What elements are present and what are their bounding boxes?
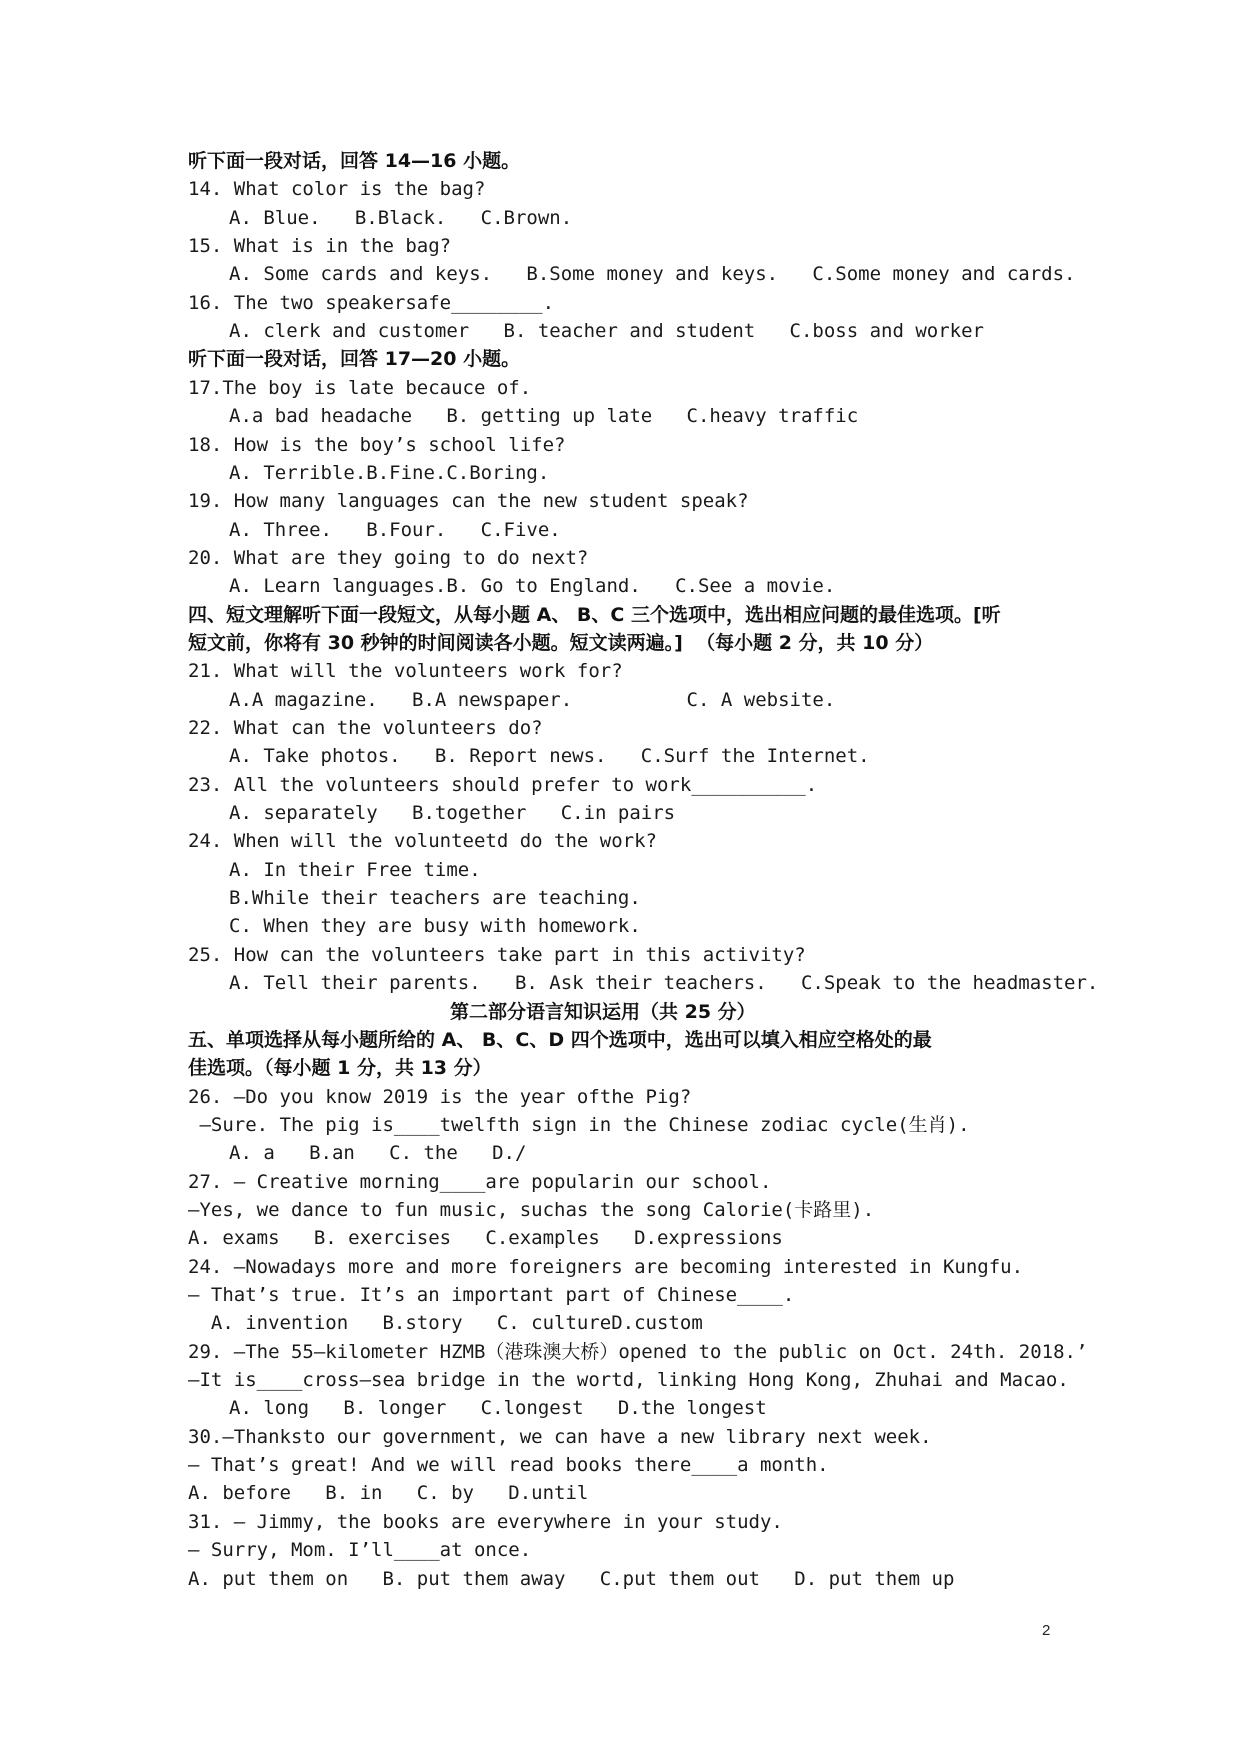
text-line: 19. How many languages can the new student speak? xyxy=(188,490,749,513)
text-line: A. Learn languages.B. Go to England. C.See a movie. xyxy=(229,575,836,598)
text-line: A. Blue. B.Black. C.Brown. xyxy=(229,206,573,229)
text-line: 23. All the volunteers should prefer to work__________. xyxy=(188,773,818,796)
section-heading: 五、单项选择从每小题所给的 A、 B、C、D 四个选项中，选出可以填入相应空格处的最 xyxy=(188,1028,932,1051)
text-line: A. In their Free time. xyxy=(229,858,481,881)
text-line: — That’s true. It’s an important part of Chinese____. xyxy=(188,1284,795,1306)
section-heading: 四、短文理解听下面一段短文，从每小题 A、 B、C 三个选项中，选出相应问题的最佳选项。[听 xyxy=(188,603,1001,626)
text-line: A. clerk and customer B. teacher and student C.boss and worker xyxy=(229,320,984,343)
text-line: 24. When will the volunteetd do the work? xyxy=(188,830,657,853)
text-line: 14. What color is the bag? xyxy=(188,178,486,201)
section-heading: 第二部分语言知识运用（共 25 分） xyxy=(450,1000,756,1023)
text-line: A. separately B.together C.in pairs xyxy=(229,802,676,825)
text-line: — That’s great! And we will read books there____a month. xyxy=(188,1454,829,1477)
text-line: A.a bad headache B. getting up late C.heavy traffic xyxy=(229,405,859,428)
page-number: 2 xyxy=(1042,1622,1051,1639)
text-line: — Surry, Mom. I’ll____at once. xyxy=(188,1539,532,1562)
text-line: 16. The two speakersafe________. xyxy=(188,291,555,314)
text-line: A. before B. in C. by D.until xyxy=(188,1482,589,1505)
text-line: 20. What are they going to do next? xyxy=(188,546,589,569)
text-line: 21. What will the volunteers work for? xyxy=(188,660,623,683)
text-line: A. Terrible.B.Fine.C.Boring. xyxy=(229,461,550,484)
text-line: A. a B.an C. the D./ xyxy=(229,1142,527,1165)
text-line: A. put them on B. put them away C.put them out D. put them up xyxy=(188,1567,955,1590)
text-line: 29. —The 55—kilometer HZMB（港珠澳大桥）opened to the public on Oct. 24th. 2018.’ xyxy=(188,1340,1088,1363)
text-line: 31. — Jimmy, the books are everywhere in your study. xyxy=(188,1510,783,1533)
section-heading: 佳选项。（每小题 1 分，共 13 分） xyxy=(188,1057,492,1080)
text-line: 22. What can the volunteers do? xyxy=(188,717,543,739)
text-line: A. Take photos. B. Report news. C.Surf the Internet. xyxy=(229,745,870,768)
text-line: A. Tell their parents. B. Ask their teachers. C.Speak to the headmaster. xyxy=(229,972,1099,995)
text-line: A. invention B.story C. cultureD.custom xyxy=(188,1312,703,1335)
text-line: 26. —Do you know 2019 is the year ofthe Pig? xyxy=(188,1085,692,1108)
text-line: A. long B. longer C.longest D.the longest xyxy=(229,1397,767,1420)
text-line: A.A magazine. B.A newspaper. C. A website. xyxy=(229,688,836,711)
text-line: —Yes, we dance to fun music, suchas the song Calorie(卡路里). xyxy=(188,1198,875,1221)
text-line: 25. How can the volunteers take part in this activity? xyxy=(188,943,806,966)
text-line: A. exams B. exercises C.examples D.expressions xyxy=(188,1227,783,1250)
text-line: A. Three. B.Four. C.Five. xyxy=(229,518,561,541)
section-heading: 听下面一段对话，回答 14—16 小题。 xyxy=(188,150,521,172)
text-line: 27. — Creative morning____are popularin our school. xyxy=(188,1170,772,1193)
section-heading: 短文前，你将有 30 秒钟的时间阅读各小题。短文读两遍。] （每小题 2 分，共 10 分） xyxy=(188,631,934,654)
text-line: —Sure. The pig is____twelfth sign in the Chinese zodiac cycle(生肖). xyxy=(188,1113,970,1136)
text-line: C. When they are busy with homework. xyxy=(229,915,641,938)
section-heading: 听下面一段对话，回答 17—20 小题。 xyxy=(188,348,521,371)
text-line: 24. —Nowadays more and more foreigners are becoming interested in Kungfu. xyxy=(188,1255,1024,1278)
text-line: —It is____cross—sea bridge in the wortd, linking Hong Kong, Zhuhai and Macao. xyxy=(188,1369,1069,1392)
text-line: B.While their teachers are teaching. xyxy=(229,887,641,910)
text-line: 30.—Thanksto our government, we can have a new library next week. xyxy=(188,1425,932,1448)
text-line: 18. How is the boy’s school life? xyxy=(188,433,566,456)
text-line: 17.The boy is late becauce of. xyxy=(188,376,532,399)
text-line: A. Some cards and keys. B.Some money and keys. C.Some money and cards. xyxy=(229,263,1076,286)
text-line: 15. What is in the bag? xyxy=(188,235,452,258)
